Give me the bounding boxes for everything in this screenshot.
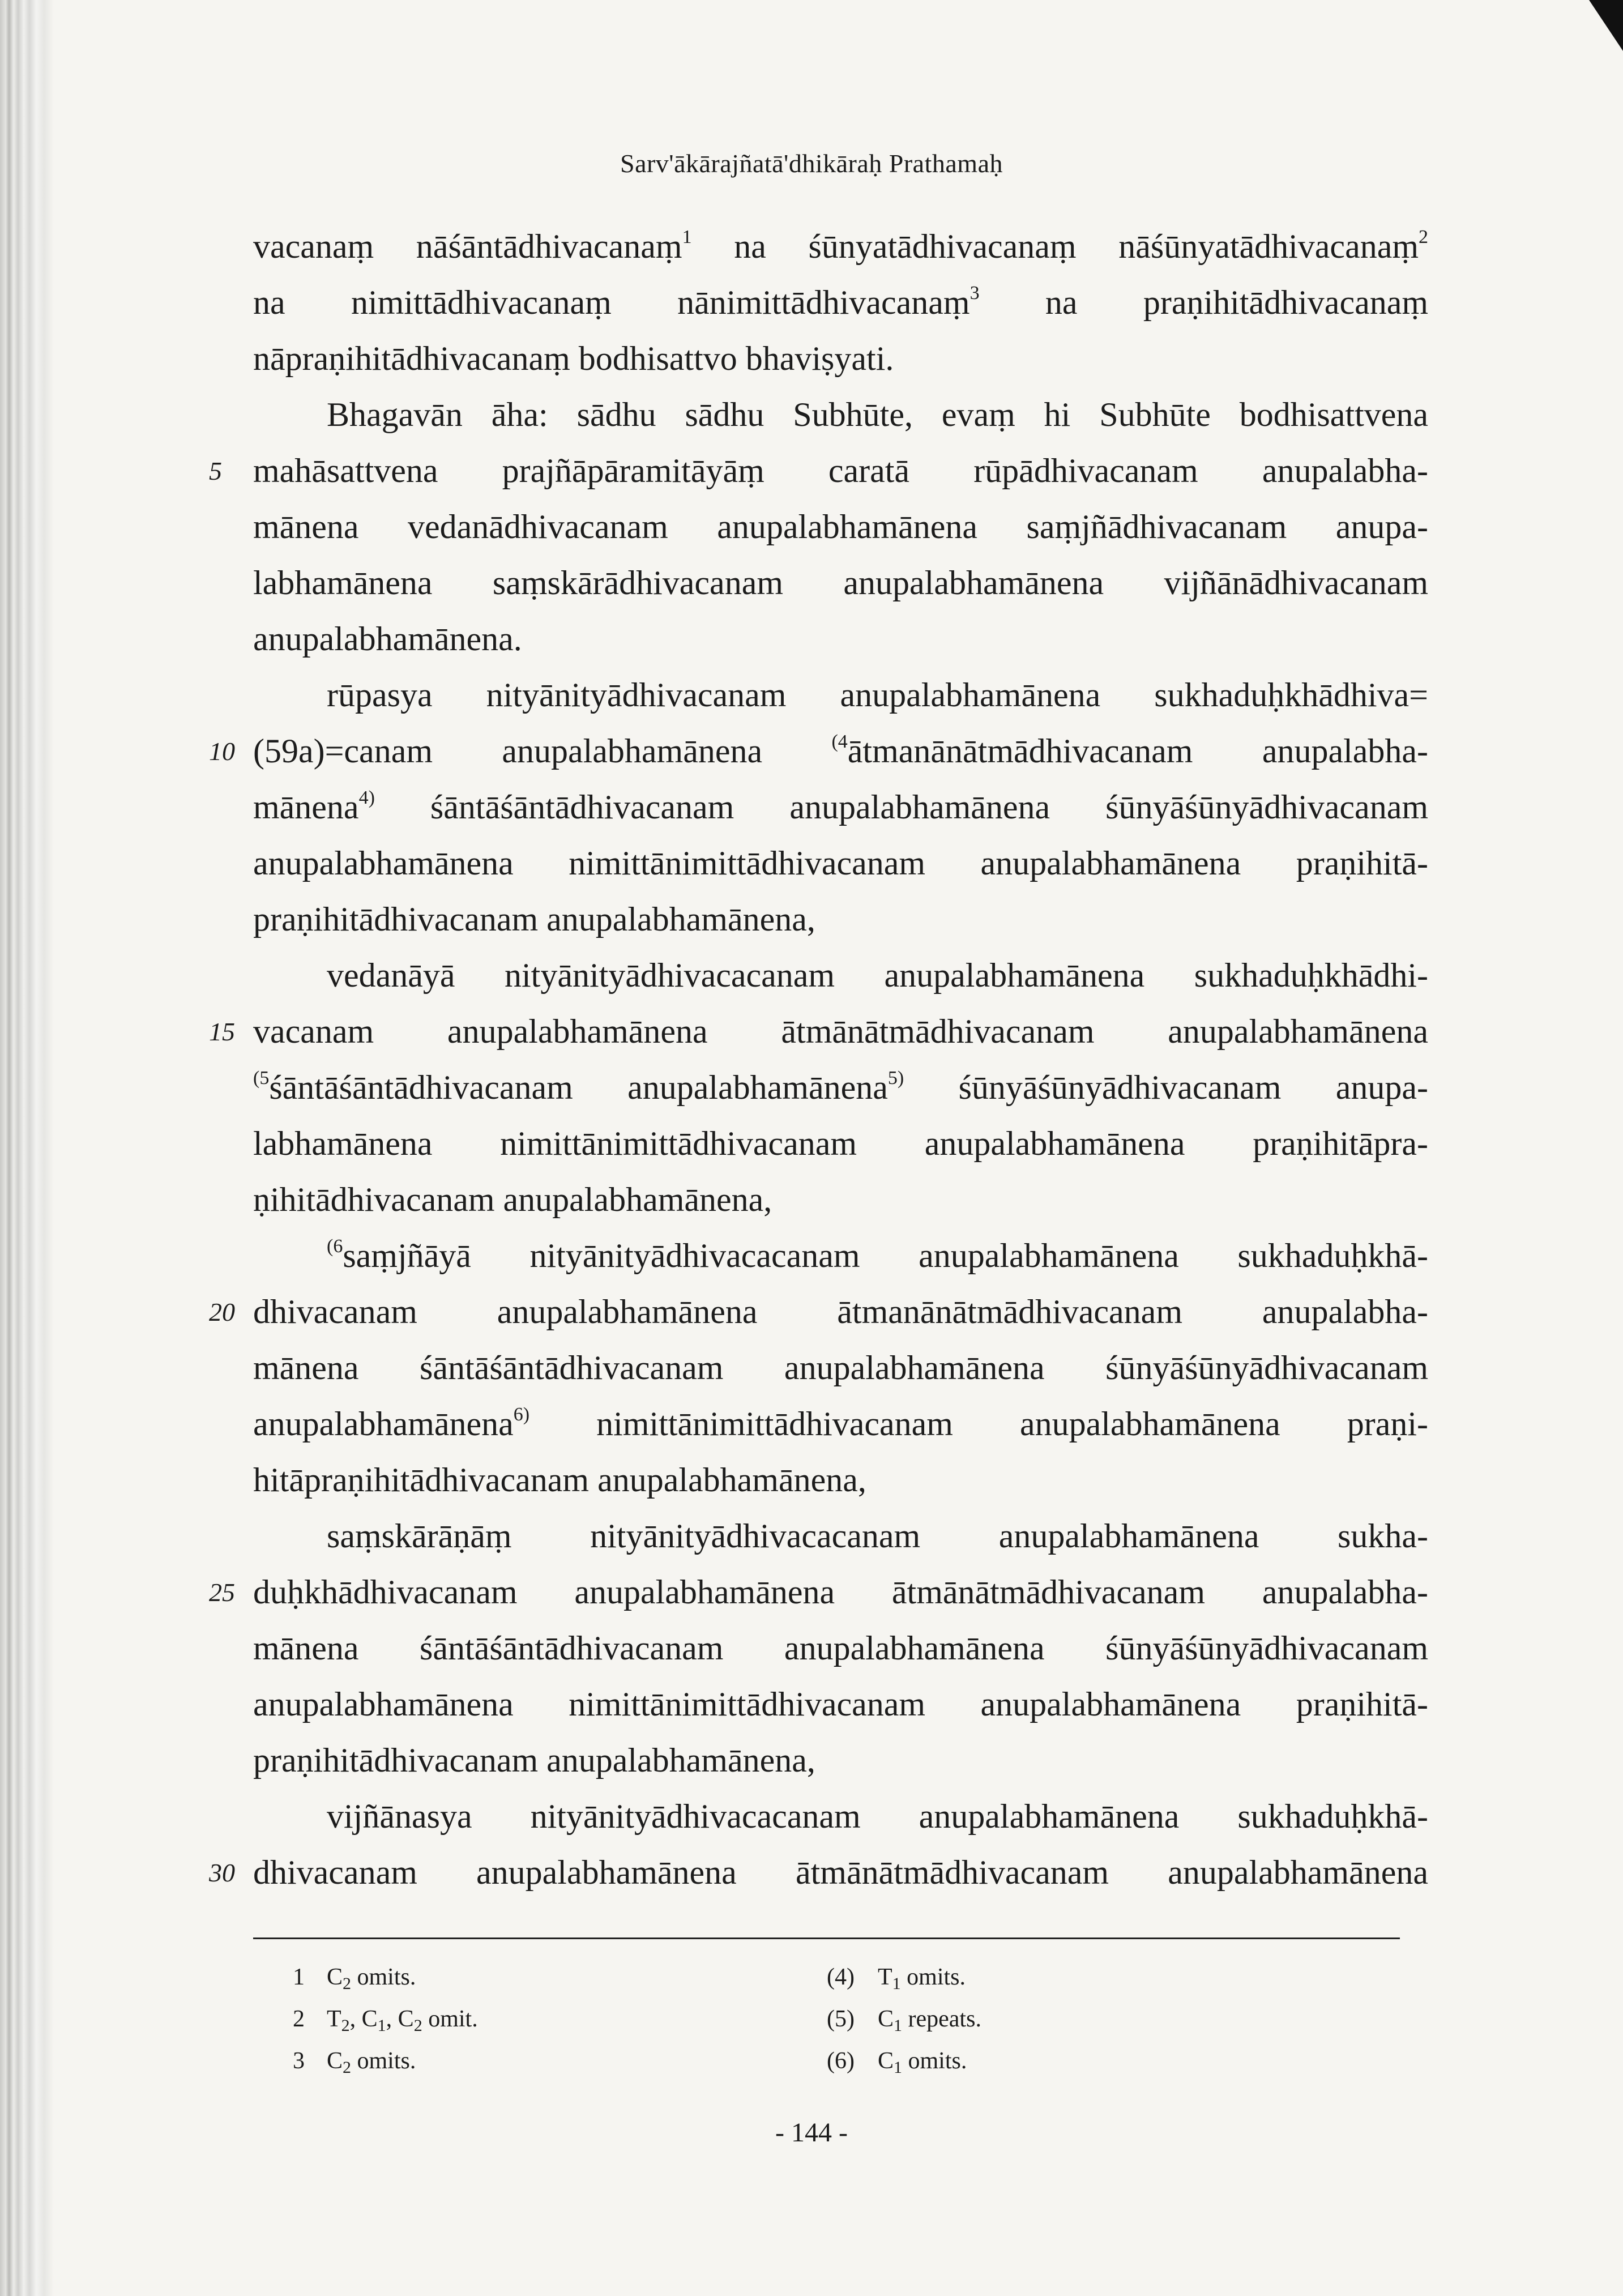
line-text: dhivacanam anupalabhamānena ātmānātmādhivacanam anupalabhamānena <box>253 1854 1428 1891</box>
line-number: 25 <box>209 1578 235 1607</box>
text-line <box>253 555 1428 611</box>
line-text: nāpraṇihitādhivacanaṃ bodhisattvo bhaviṣyati. <box>253 340 894 377</box>
line-text: praṇihitādhivacanam anupalabhamānena, <box>253 901 815 938</box>
text-line <box>209 1004 1428 1060</box>
footnote-ref: 1 <box>682 227 692 247</box>
line-text: rūpasya nityānityādhivacanam anupalabhamānena sukhaduḥkhādhiva= <box>327 676 1428 714</box>
footnote-1: 1 $C_2$ omits. <box>293 1964 416 1993</box>
text-line <box>253 1732 1428 1789</box>
line-text: mānena śāntāśāntādhivacanam anupalabhamānena śūnyāśūnyādhivacanam <box>253 1629 1428 1667</box>
line-number: 20 <box>209 1298 235 1326</box>
text-line <box>253 1789 1428 1845</box>
line-text: praṇihitādhivacanam anupalabhamānena, <box>253 1742 815 1779</box>
footnote-ref: 4) <box>358 787 375 808</box>
footnote-ref: 2 <box>1419 227 1428 247</box>
page-number: - 144 - <box>775 2118 848 2148</box>
footnote-ref: (5 <box>253 1068 270 1089</box>
line-text: anupalabhamānena nimittānimittādhivacanam anupalabhamānena praṇihitā- <box>253 844 1428 882</box>
footnote-6: (6) $C_1$ omits. <box>827 2048 967 2077</box>
text-line <box>253 1228 1428 1284</box>
text-line <box>253 1396 1428 1452</box>
line-text: na śūnyatādhivacanaṃ nāśūnyatādhivacanaṃ <box>691 228 1419 265</box>
line-text: ṇihitādhivacanam anupalabhamānena, <box>253 1181 772 1218</box>
text-line <box>253 1676 1428 1732</box>
line-number: 30 <box>209 1858 235 1887</box>
footnote-2: 2 $T_2$, $C_1$, $C_2$ omit. <box>293 2006 478 2035</box>
line-text: śūnyāśūnyādhivacanam anupa- <box>904 1069 1428 1106</box>
footnote-3: 3 $C_2$ omits. <box>293 2048 416 2077</box>
text-line <box>253 499 1428 555</box>
text-line <box>253 331 1428 387</box>
line-text: saṃjñāyā nityānityādhivacacanam anupalabhamānena sukhaduḥkhā- <box>343 1237 1428 1274</box>
line-text: mānena vedanādhivacanam anupalabhamānena saṃjñādhivacanam anupa- <box>253 508 1428 545</box>
footnote-5: (5) $C_1$ repeats. <box>827 2006 981 2035</box>
line-text: na nimittādhivacanaṃ nānimittādhivacanaṃ <box>253 284 970 321</box>
line-text: vacanaṃ nāśāntādhivacanaṃ <box>253 228 682 265</box>
text-line <box>253 1620 1428 1676</box>
footnote-ref: 6) <box>513 1404 530 1425</box>
line-number: 15 <box>209 1017 235 1046</box>
line-text: duḥkhādhivacanam anupalabhamānena ātmānātmādhivacanam anupalabha- <box>253 1573 1428 1611</box>
text-line <box>209 1564 1428 1620</box>
text-line <box>253 779 1428 835</box>
line-text: labhamānena nimittānimittādhivacanam anupalabhamānena praṇihitāpra- <box>253 1125 1428 1162</box>
footnote-ref: 5) <box>887 1068 904 1089</box>
line-text: mānena <box>253 788 359 826</box>
text-line <box>253 1172 1428 1228</box>
text-line <box>253 1452 1428 1508</box>
footnote-4: (4) $T_1$ omits. <box>827 1964 966 1993</box>
line-text: anupalabhamānena. <box>253 620 522 658</box>
line-text: vacanam anupalabhamānena ātmānātmādhivacanam anupalabhamānena <box>253 1013 1428 1050</box>
line-text: Bhagavān āha: sādhu sādhu Subhūte, evaṃ hi Subhūte bodhisattvena <box>327 396 1428 433</box>
text-line <box>253 611 1428 667</box>
line-text: hitāpraṇihitādhivacanam anupalabhamānena, <box>253 1461 866 1499</box>
text-line <box>253 219 1428 275</box>
line-number: 5 <box>209 456 222 485</box>
text-line <box>209 1845 1428 1901</box>
book-binding-shadow <box>0 0 54 2296</box>
text-line <box>253 948 1428 1004</box>
line-text: vijñānasya nityānityādhivacacanam anupalabhamānena sukhaduḥkhā- <box>327 1798 1428 1835</box>
footnote-ref: (4 <box>831 731 848 752</box>
line-text: ātmanānātmādhivacanam anupalabha- <box>847 732 1429 770</box>
text-line <box>209 723 1429 779</box>
text-line <box>253 667 1428 723</box>
main-text-block <box>209 219 1429 1901</box>
line-text: mānena śāntāśāntādhivacanam anupalabhamānena śūnyāśūnyādhivacanam <box>253 1349 1428 1386</box>
line-text: nimittānimittādhivacanam anupalabhamānena praṇi- <box>529 1405 1428 1443</box>
line-text: saṃskārāṇāṃ nityānityādhivacacanam anupalabhamānena sukha- <box>327 1517 1428 1555</box>
line-text: anupalabhamānena nimittānimittādhivacanam anupalabhamānena praṇihitā- <box>253 1685 1428 1723</box>
text-line <box>253 1060 1428 1116</box>
line-text: na praṇihitādhivacanaṃ <box>979 284 1429 321</box>
line-text: dhivacanam anupalabhamānena ātmanānātmādhivacanam anupalabha- <box>253 1293 1428 1330</box>
text-line <box>253 275 1428 331</box>
text-line <box>253 1340 1428 1396</box>
line-text: vedanāyā nityānityādhivacacanam anupalabhamānena sukhaduḥkhādhi- <box>327 957 1428 994</box>
footnote-ref: 3 <box>969 283 980 304</box>
text-line <box>253 1508 1428 1564</box>
text-line <box>253 835 1428 891</box>
line-text: mahāsattvena prajñāpāramitāyāṃ caratā rūpādhivacanam anupalabha- <box>253 452 1428 489</box>
text-line <box>253 387 1428 443</box>
line-text: śāntāśāntādhivacanam anupalabhamānena śūnyāśūnyādhivacanam <box>374 788 1428 826</box>
running-head: Sarv'ākārajñatā'dhikāraḥ Prathamaḥ <box>620 149 1003 178</box>
line-text: śāntāśāntādhivacanam anupalabhamānena <box>269 1069 888 1106</box>
text-line <box>253 1116 1428 1172</box>
footnote-ref: (6 <box>327 1236 343 1257</box>
line-text: (59a)=canam anupalabhamānena <box>253 732 832 770</box>
footnote-divider <box>253 1937 1400 1939</box>
text-line <box>209 443 1428 499</box>
text-line <box>209 1284 1428 1340</box>
corner-scan-mark <box>1589 0 1623 51</box>
line-text: labhamānena saṃskārādhivacanam anupalabhamānena vijñānādhivacanam <box>253 564 1428 601</box>
line-number: 10 <box>209 737 235 766</box>
line-text: anupalabhamānena <box>253 1405 514 1443</box>
text-line <box>253 891 1428 948</box>
